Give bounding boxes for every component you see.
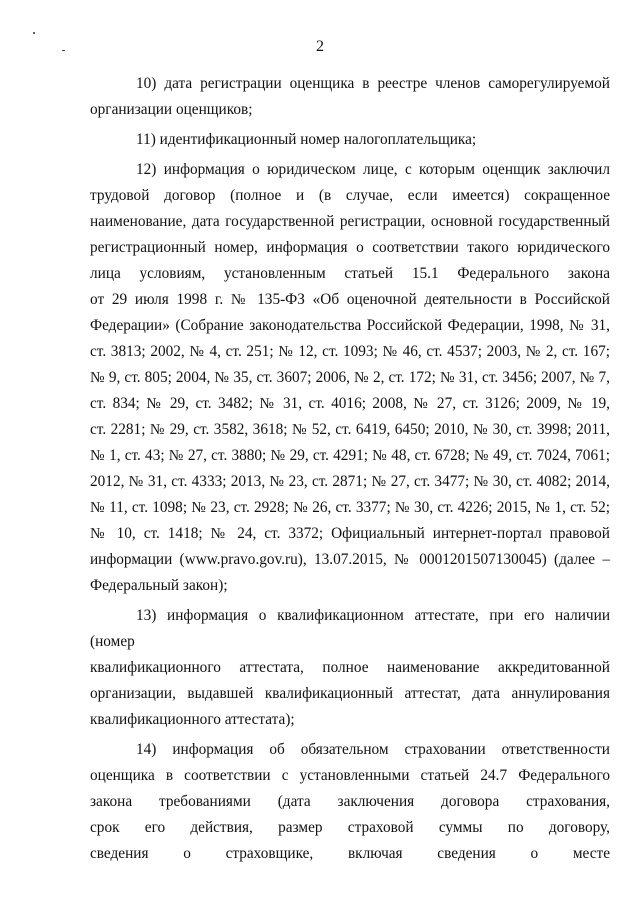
text-line: оценщика в соответствии с установленными статьей 24.7 Федерального [90, 767, 610, 784]
text-line: лица условиям, установленным статьей 15.1 Федерального закона [90, 265, 610, 282]
text-line: квалификационного аттестата, полное наименование аккредитованной [90, 659, 610, 676]
text-line: 2012, № 31, ст. 4333; 2013, № 23, ст. 2871; № 27, ст. 3477; № 30, ст. 4082; 2014, [90, 473, 610, 490]
text-line: ст. 834; № 29, ст. 3482; № 31, ст. 4016; 2008, № 27, ст. 3126; 2009, № 19, [90, 395, 610, 412]
text-line: от 29 июля 1998 г. № 135-ФЗ «Об оценочной деятельности в Российской [90, 291, 610, 308]
paragraph-item-12 [90, 157, 610, 599]
paragraph-item-13 [90, 603, 610, 733]
text-line: 14) информация об обязательном страховании ответственности [136, 741, 610, 758]
text-line: № 1, ст. 43; № 27, ст. 3880; № 29, ст. 4291; № 48, ст. 6728; № 49, ст. 7024, 7061; [90, 447, 610, 464]
text-line: ст. 3813; 2002, № 4, ст. 251; № 12, ст. 1093; № 46, ст. 4537; 2003, № 2, ст. 167; [90, 343, 610, 360]
paragraph-item-11 [90, 127, 610, 153]
text-line: трудовой договор (полное и (в случае, если имеется) сокращенное [90, 187, 610, 204]
paragraph-item-10 [90, 71, 610, 123]
scan-speck [33, 32, 35, 34]
page-number: 2 [316, 38, 324, 55]
text-line: закона требованиями (дата заключения договора страхования, [90, 793, 610, 810]
text-line: № 9, ст. 805; 2004, № 35, ст. 3607; 2006, № 2, ст. 172; № 31, ст. 3456; 2007, № 7, [90, 369, 610, 386]
document-body [90, 71, 610, 871]
text-line: 10) дата регистрации оценщика в реестре членов саморегулируемой [136, 75, 610, 92]
text-line: информации (www.pravo.gov.ru), 13.07.2015, № 0001201507130045) (далее – [90, 551, 610, 568]
text-line: квалификационного аттестата); [90, 711, 295, 728]
text-line: организации оценщиков; [90, 101, 253, 118]
text-line: сведения о страховщике, включая сведения о месте [90, 845, 610, 862]
text-line: 13) информация о квалификационном аттестате, при его наличии (номер [90, 607, 610, 650]
text-line: Федерации» (Собрание законодательства Российской Федерации, 1998, № 31, [90, 317, 610, 334]
text-line: № 10, ст. 1418; № 24, ст. 3372; Официальный интернет-портал правовой [90, 525, 610, 542]
text-line: 11) идентификационный номер налогоплательщика; [136, 131, 477, 148]
text-line: организации, выдавшей квалификационный аттестат, дата аннулирования [90, 685, 610, 702]
paragraph-item-14 [90, 737, 610, 867]
text-line: Федеральный закон); [90, 577, 228, 594]
text-line: регистрационный номер, информация о соответствии такого юридического [90, 239, 610, 256]
text-line: 12) информация о юридическом лице, с которым оценщик заключил [136, 161, 610, 178]
text-line: № 11, ст. 1098; № 23, ст. 2928; № 26, ст. 3377; № 30, ст. 4226; 2015, № 1, ст. 52; [90, 499, 610, 516]
text-line: ст. 2281; № 29, ст. 3582, 3618; № 52, ст. 6419, 6450; 2010, № 30, ст. 3998; 2011, [90, 421, 610, 438]
text-line: срок его действия, размер страховой суммы по договору, [90, 819, 610, 836]
text-line: наименование, дата государственной регистрации, основной государственный [90, 213, 610, 230]
